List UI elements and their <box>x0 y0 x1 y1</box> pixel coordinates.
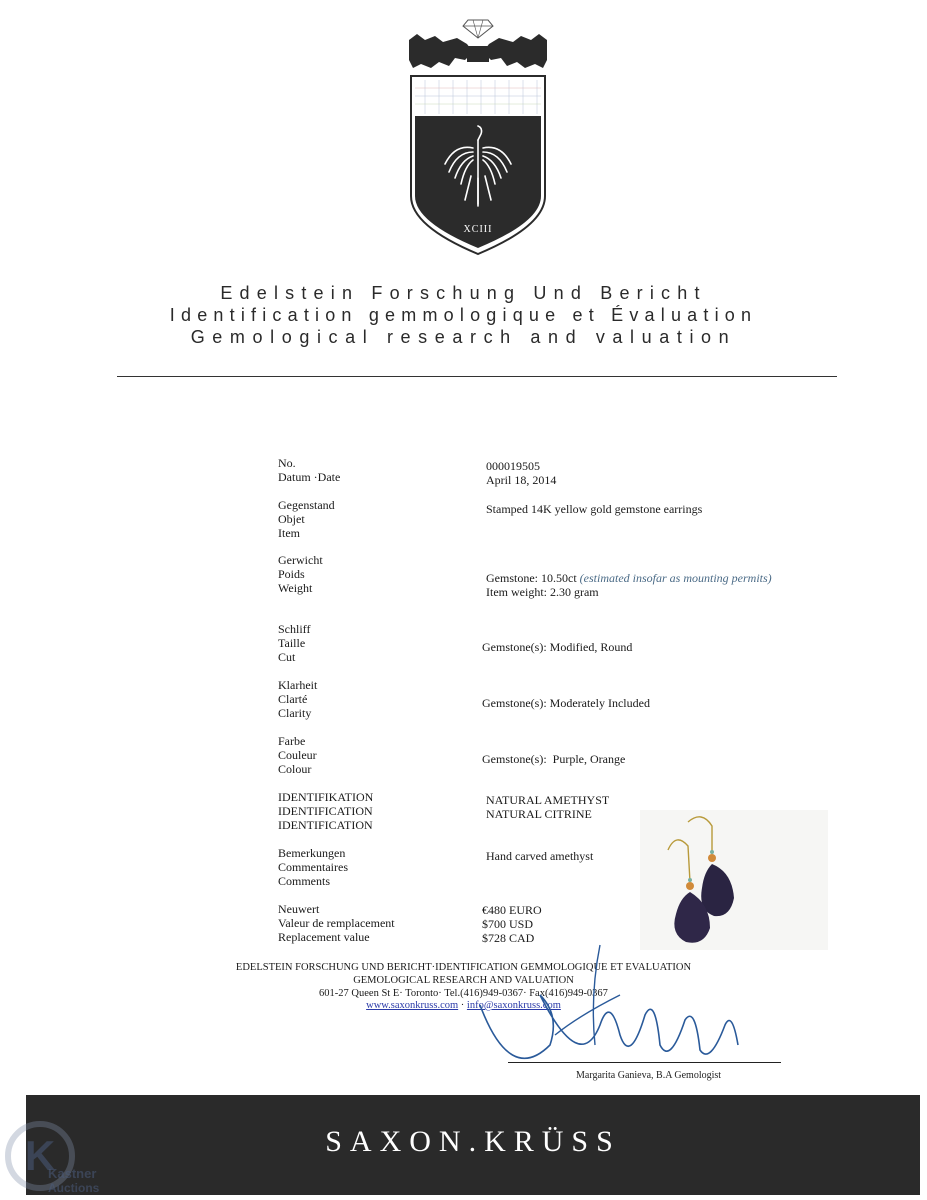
website-link[interactable]: www.saxonkruss.com <box>366 1000 459 1011</box>
cut-label-fr: Taille <box>278 636 306 650</box>
clarity-label-en: Clarity <box>278 706 312 720</box>
signature-line <box>508 1062 781 1063</box>
colour-label-en: Colour <box>278 762 312 776</box>
ident-label-fr: IDENTIFICATION <box>278 804 373 818</box>
earring-photo <box>640 810 828 950</box>
header-divider <box>117 376 837 377</box>
item-weight: Item weight: 2.30 gram <box>486 585 599 599</box>
weight-value <box>486 571 772 585</box>
replacement-label-en: Replacement value <box>278 930 370 944</box>
ident-label-de: IDENTIFIKATION <box>278 790 374 804</box>
gemstone-weight: Gemstone: 10.50ct <box>486 571 577 585</box>
comments-value: Hand carved amethyst <box>486 849 594 863</box>
svg-text:Kastner: Kastner <box>48 1166 97 1181</box>
colour-value: Gemstone(s): Purple, Orange <box>482 752 626 766</box>
crest-emblem <box>405 14 551 258</box>
clarity-label-fr: Clarté <box>278 692 308 706</box>
colour-label-de: Farbe <box>278 734 306 748</box>
email-link[interactable]: info@saxonkruss.com <box>466 1000 561 1011</box>
footer-line-1: EDELSTEIN FORSCHUNG UND BERICHT·IDENTIFICATION GEMMOLOGIQUE ET EVALUATION <box>235 962 692 973</box>
ident-value-1: NATURAL AMETHYST <box>486 793 610 807</box>
footer-contact: www.saxonkruss.com · info@saxonkruss.com <box>366 1000 561 1011</box>
item-label-en: Item <box>278 526 300 540</box>
svg-text:Auctions: Auctions <box>48 1181 100 1195</box>
weight-label-de: Gerwicht <box>278 553 323 567</box>
crest-numeral: XCIII <box>463 224 493 235</box>
comments-label-fr: Commentaires <box>278 860 348 874</box>
item-value: Stamped 14K yellow gold gemstone earrings <box>486 502 703 516</box>
header-title-fr: Identification gemmologique et Évaluation <box>169 305 758 325</box>
report-date: April 18, 2014 <box>486 473 557 487</box>
clarity-label-de: Klarheit <box>278 678 318 692</box>
signatory-name: Margarita Ganieva, B.A Gemologist <box>576 1070 722 1081</box>
comments-label-en: Comments <box>278 874 331 888</box>
diamond-icon <box>463 20 493 38</box>
replacement-label-de: Neuwert <box>278 902 320 916</box>
svg-text:K: K <box>24 1132 56 1179</box>
clarity-value: Gemstone(s): Moderately Included <box>482 696 650 710</box>
comments-label-de: Bemerkungen <box>278 846 346 860</box>
replacement-usd: $700 USD <box>482 917 534 931</box>
weight-note: (estimated insofar as mounting permits) <box>579 571 772 585</box>
footer-line-2: GEMOLOGICAL RESEARCH AND VALUATION <box>353 975 574 986</box>
report-number: 000019505 <box>486 459 540 473</box>
date-label: Datum ·Date <box>278 470 341 484</box>
header-title-de: Edelstein Forschung Und Bericht <box>220 283 707 303</box>
header-title-en: Gemological research and valuation <box>190 327 737 347</box>
replacement-label-fr: Valeur de remplacement <box>278 916 395 930</box>
colour-label-fr: Couleur <box>278 748 317 762</box>
ident-value-2: NATURAL CITRINE <box>486 807 592 821</box>
footer-line-3: 601-27 Queen St E· Toronto· Tel.(416)949-0367· Fax(416)949-0367 <box>319 988 608 999</box>
cut-label-en: Cut <box>278 650 296 664</box>
replacement-cad: $728 CAD <box>482 931 535 945</box>
replacement-eur: €480 EURO <box>482 903 542 917</box>
no-label: No. <box>278 456 296 470</box>
weight-label-fr: Poids <box>278 567 305 581</box>
lions-icon <box>409 34 547 68</box>
item-label-fr: Objet <box>278 512 305 526</box>
ident-label-en: IDENTIFICATION <box>278 818 373 832</box>
watermark-logo <box>0 1112 140 1200</box>
weight-label-en: Weight <box>278 581 313 595</box>
cut-label-de: Schliff <box>278 622 311 636</box>
cut-value: Gemstone(s): Modified, Round <box>482 640 633 654</box>
brand-logo: SAXON.KRÜSS <box>325 1125 621 1158</box>
item-label-de: Gegenstand <box>278 498 335 512</box>
